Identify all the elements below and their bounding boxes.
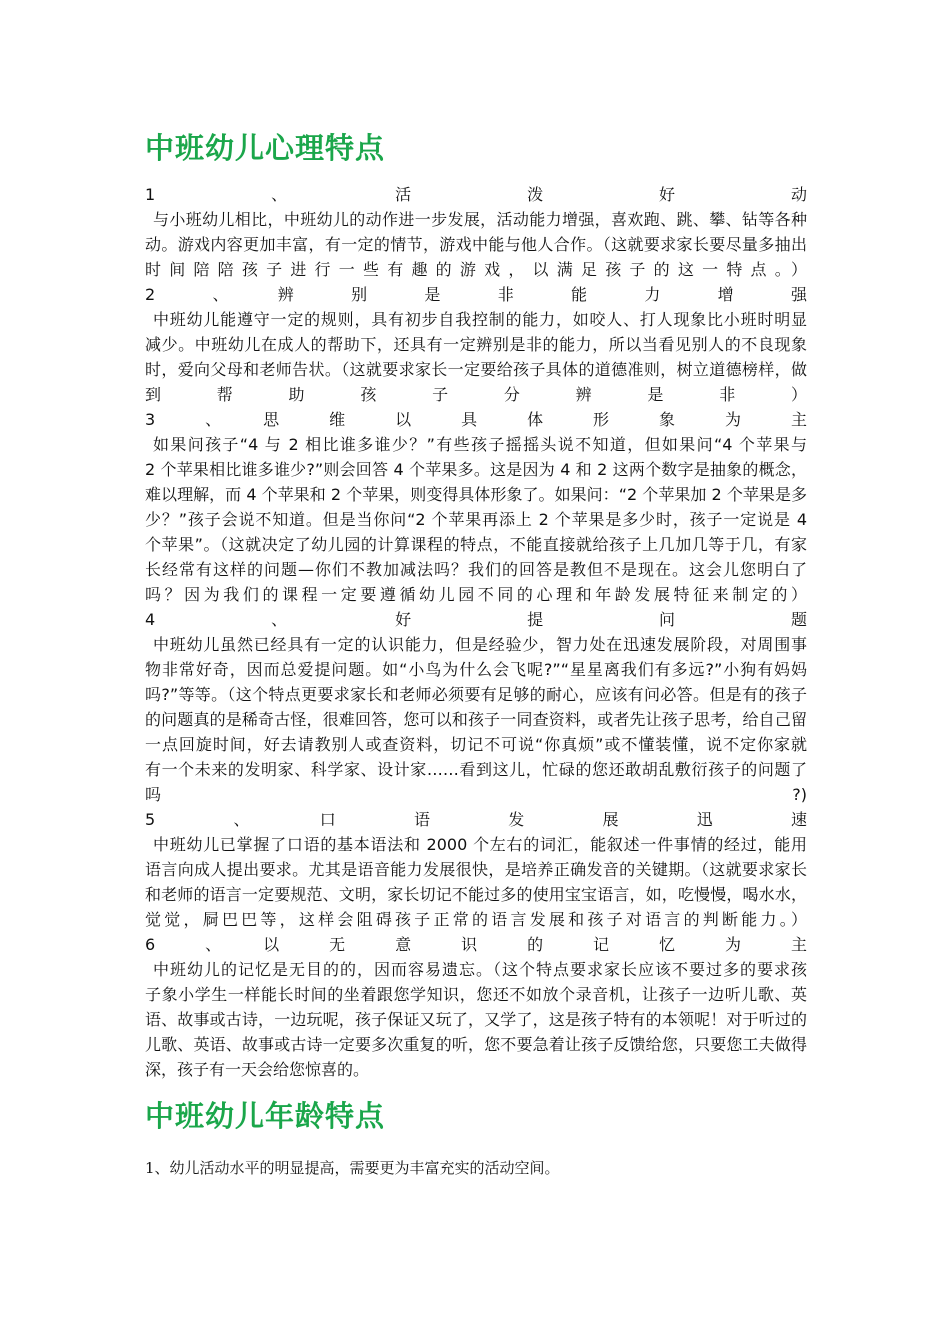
paragraph-line: 减少。中班幼儿在成人的帮助下，还具有一定辨别是非的能力，所以当看见别人的不良现象 bbox=[145, 335, 807, 354]
paragraph-line: 到 帮 助 孩 子 分 辨 是 非 ） bbox=[145, 385, 807, 404]
paragraph-line: 动。游戏内容更加丰富，有一定的情节，游戏中能与他人合作。（这就要求家长要尽量多抽出 bbox=[145, 235, 807, 254]
paragraph-line: 有一个未来的发明家、科学家、设计家……看到这儿，忙碌的您还敢胡乱敷衍孩子的问题了 bbox=[145, 760, 807, 779]
paragraph-line: 中班幼儿的记忆是无目的的，因而容易遗忘。（这个特点要求家长应该不要过多的要求孩 bbox=[153, 960, 807, 979]
age-point-1: 1、幼儿活动水平的明显提高，需要更为丰富充实的活动空间。 bbox=[145, 1159, 560, 1177]
section-3 bbox=[145, 407, 807, 607]
paragraph-line: 中班幼儿已掌握了口语的基本语法和 2000 个左右的词汇，能叙述一件事情的经过，能用 bbox=[153, 835, 807, 854]
document-content bbox=[145, 128, 807, 1181]
paragraph-line: 儿歌、英语、故事或古诗一定要多次重复的听，您不要急着让孩子反馈给您，只要您工夫做得 bbox=[145, 1035, 807, 1054]
section-heading: 6 、 以 无 意 识 的 记 忆 为 主 bbox=[145, 935, 807, 954]
paragraph-line: 难以理解，而 4 个苹果和 2 个苹果，则变得具体形象了。如果问：“2 个苹果加 2 个苹果是多 bbox=[145, 485, 807, 504]
paragraph-line: 时间陪陪孩子进行一些有趣的游戏，以满足孩子的这一特点。） bbox=[145, 260, 807, 279]
paragraph-line: 时，爱向父母和老师告状。（这就要求家长一定要给孩子具体的道德准则，树立道德榜样，做 bbox=[145, 360, 807, 379]
paragraph-line: 的问题真的是稀奇古怪，很难回答，您可以和孩子一同查资料，或者先让孩子思考，给自己留 bbox=[145, 710, 807, 729]
paragraph-line: 子象小学生一样能长时间的坐着跟您学知识，您还不如放个录音机，让孩子一边听儿歌、英 bbox=[145, 985, 807, 1004]
paragraph-line: 语、故事或古诗，一边玩呢，孩子保证又玩了，又学了，这是孩子特有的本领呢！对于听过的 bbox=[145, 1010, 807, 1029]
paragraph-line: 中班幼儿能遵守一定的规则，具有初步自我控制的能力，如咬人、打人现象比小班时明显 bbox=[153, 310, 807, 329]
section-1 bbox=[145, 182, 807, 282]
section-heading: 4 、 好 提 问 题 bbox=[145, 610, 807, 629]
paragraph-line: 长经常有这样的问题—你们不教加减法吗？我们的回答是教但不是现在。这会儿您明白了 bbox=[145, 560, 807, 579]
paragraph-line: 一点回旋时间，好去请教别人或查资料，切记不可说“你真烦”或不懂装懂，说不定你家就 bbox=[145, 735, 807, 754]
section-5 bbox=[145, 807, 807, 932]
section-2 bbox=[145, 282, 807, 407]
section-4 bbox=[145, 607, 807, 807]
section-list bbox=[145, 182, 807, 1082]
paragraph-line: 吗？因为我们的课程一定要遵循幼儿园不同的心理和年龄发展特征来制定的） bbox=[145, 585, 807, 604]
paragraph-line: 如果问孩子“4 与 2 相比谁多谁少？”有些孩子摇摇头说不知道，但如果问“4 个苹果与 bbox=[153, 435, 807, 454]
paragraph-line: 少？”孩子会说不知道。但是当你问“2 个苹果再添上 2 个苹果是多少时，孩子一定说是 4 bbox=[145, 510, 807, 529]
paragraph-line: 与小班幼儿相比，中班幼儿的动作进一步发展，活动能力增强，喜欢跑、跳、攀、钻等各种 bbox=[153, 210, 807, 229]
paragraph-line: 觉觉，屙巴巴等，这样会阻碍孩子正常的语言发展和孩子对语言的判断能力。） bbox=[145, 910, 807, 929]
paragraph-line: 个苹果”。（这就决定了幼儿园的计算课程的特点，不能直接就给孩子上几加几等于几，有家 bbox=[145, 535, 807, 554]
section-heading: 1 、 活 泼 好 动 bbox=[145, 185, 807, 204]
paragraph-line: 2 个苹果相比谁多谁少?”则会回答 4 个苹果多。这是因为 4 和 2 这两个数字是抽象的概念， bbox=[145, 460, 807, 479]
paragraph-line: 吗 ?) bbox=[145, 785, 807, 804]
paragraph-line: 和老师的语言一定要规范、文明，家长切记不能过多的使用宝宝语言，如，吃慢慢，喝水水， bbox=[145, 885, 807, 904]
paragraph-line: 语言向成人提出要求。尤其是语音能力发展很快，是培养正确发音的关键期。（这就要求家长 bbox=[145, 860, 807, 879]
section-heading: 2 、 辨 别 是 非 能 力 增 强 bbox=[145, 285, 807, 304]
section-heading: 5 、 口 语 发 展 迅 速 bbox=[145, 810, 807, 829]
paragraph-line: 中班幼儿虽然已经具有一定的认识能力，但是经验少，智力处在迅速发展阶段，对周围事 bbox=[153, 635, 807, 654]
page-title: 中班幼儿心理特点 bbox=[145, 131, 386, 165]
paragraph-line: 物非常好奇，因而总爱提问题。如“小鸟为什么会飞呢?”“星星离我们有多远?”小狗有妈妈 bbox=[145, 660, 807, 679]
section-6 bbox=[145, 932, 807, 1082]
section-title-age: 中班幼儿年龄特点 bbox=[145, 1099, 386, 1133]
paragraph-line: 吗?”等等。（这个特点更要求家长和老师必须要有足够的耐心，应该有问必答。但是有的孩子 bbox=[145, 685, 807, 704]
paragraph-line: 深，孩子有一天会给您惊喜的。 bbox=[145, 1060, 370, 1079]
section-heading: 3 、 思 维 以 具 体 形 象 为 主 bbox=[145, 410, 807, 429]
